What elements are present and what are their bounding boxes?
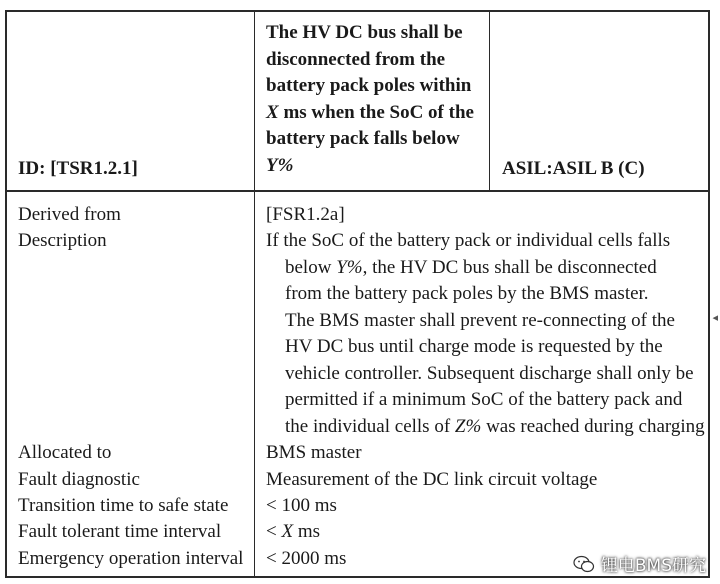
description-line: vehicle controller. Subsequent discharge shall only be <box>285 362 694 384</box>
requirement-line: X ms when the SoC of the <box>266 101 474 123</box>
description-line: from the battery pack poles by the BMS master. <box>285 283 649 304</box>
value-description <box>266 228 706 440</box>
label-fault-tolerant-time: Fault tolerant time interval <box>18 521 222 542</box>
watermark-text: 锂电BMS研究 <box>600 556 706 576</box>
description-line: If the SoC of the battery pack or individual cells falls <box>266 230 671 251</box>
description-line: the individual cells of Z% was reached during charging <box>285 415 705 437</box>
requirement-table <box>5 10 710 578</box>
label-allocated-to: Allocated to <box>18 442 112 463</box>
value-derived-from: [FSR1.2a] <box>266 204 345 225</box>
label-derived-from: Derived from <box>18 204 121 225</box>
value-fault-tolerant-time: < X ms <box>266 521 321 542</box>
column-divider <box>489 12 490 190</box>
requirement-line: battery pack poles within <box>266 75 472 96</box>
label-fault-diagnostic: Fault diagnostic <box>18 469 140 490</box>
requirement-line: disconnected from the <box>266 48 446 70</box>
wechat-icon <box>573 555 595 573</box>
side-mark: ◂ <box>712 311 718 324</box>
column-divider <box>254 12 255 190</box>
value-allocated-to: BMS master <box>266 442 362 463</box>
label-transition-time: Transition time to safe state <box>18 495 229 516</box>
requirement-line: battery pack falls below <box>266 128 460 149</box>
table-header-row <box>7 12 708 192</box>
watermark <box>573 551 706 576</box>
label-description: Description <box>18 230 107 251</box>
value-fault-diagnostic: Measurement of the DC link circuit voltage <box>266 469 598 490</box>
description-line: HV DC bus until charge mode is requested by the <box>285 336 663 357</box>
requirement-line: Y% <box>266 154 294 176</box>
description-line: below Y%, the HV DC bus shall be disconnected <box>285 256 657 278</box>
value-emergency-operation: < 2000 ms <box>266 548 347 569</box>
asil-rating: ASIL:ASIL B (C) <box>502 158 645 179</box>
column-divider <box>254 190 255 576</box>
requirement-id: ID: [TSR1.2.1] <box>18 158 138 179</box>
description-line: The BMS master shall prevent re-connecting of the <box>285 309 675 331</box>
requirement-line: The HV DC bus shall be <box>266 22 463 43</box>
description-line: permitted if a minimum SoC of the battery pack and <box>285 389 683 410</box>
requirement-statement <box>266 20 481 179</box>
value-transition-time: < 100 ms <box>266 495 337 516</box>
label-emergency-operation: Emergency operation interval <box>18 548 244 569</box>
